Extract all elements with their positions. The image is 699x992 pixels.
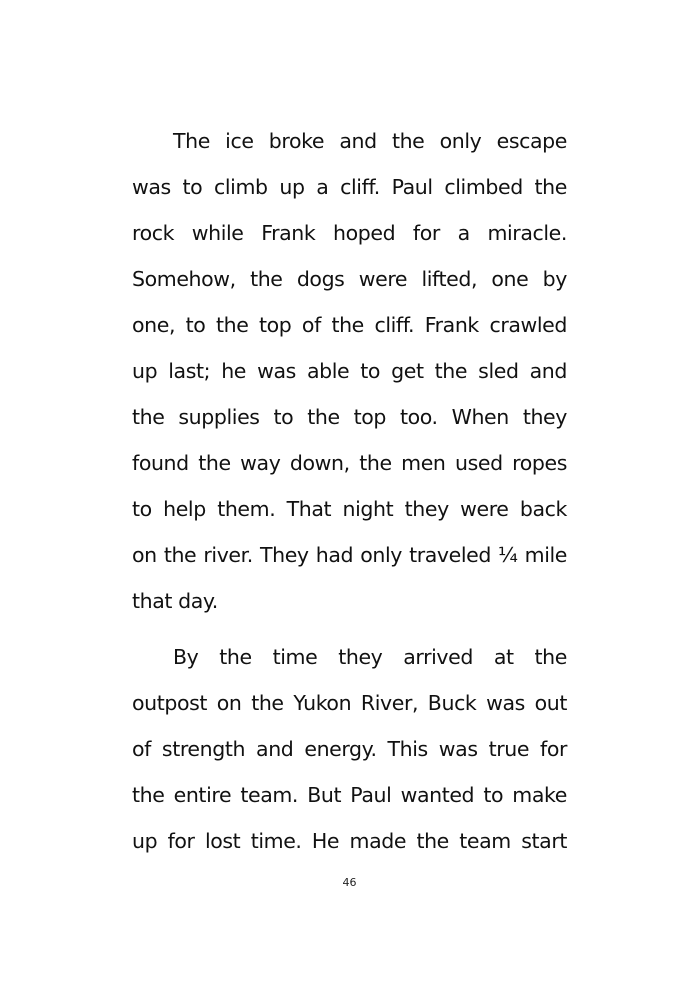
text-line: to help them. That night they were back	[132, 497, 567, 521]
text-line: the entire team. But Paul wanted to make	[132, 783, 567, 807]
page-number: 46	[342, 876, 357, 889]
text-line: one, to the top of the cliff. Frank crawled	[132, 313, 567, 337]
text-line: on the river. They had only traveled ¼ mile	[132, 543, 567, 567]
paragraph-spacer	[132, 624, 567, 634]
paragraph	[132, 634, 567, 864]
text-line: By the time they arrived at the	[173, 645, 567, 669]
text-line: The ice broke and the only escape	[173, 129, 567, 153]
text-line: outpost on the Yukon River, Buck was out	[132, 691, 567, 715]
text-line: that day.	[132, 589, 218, 613]
paragraph	[132, 118, 567, 624]
text-line: of strength and energy. This was true for	[132, 737, 567, 761]
body-text	[132, 118, 567, 864]
text-line: was to climb up a cliff. Paul climbed the	[132, 175, 567, 199]
text-line: up for lost time. He made the team start	[132, 829, 567, 853]
text-line: up last; he was able to get the sled and	[132, 359, 567, 383]
text-line: Somehow, the dogs were lifted, one by	[132, 267, 567, 291]
text-line: rock while Frank hoped for a miracle.	[132, 221, 567, 245]
text-line: the supplies to the top too. When they	[132, 405, 567, 429]
text-line: found the way down, the men used ropes	[132, 451, 567, 475]
